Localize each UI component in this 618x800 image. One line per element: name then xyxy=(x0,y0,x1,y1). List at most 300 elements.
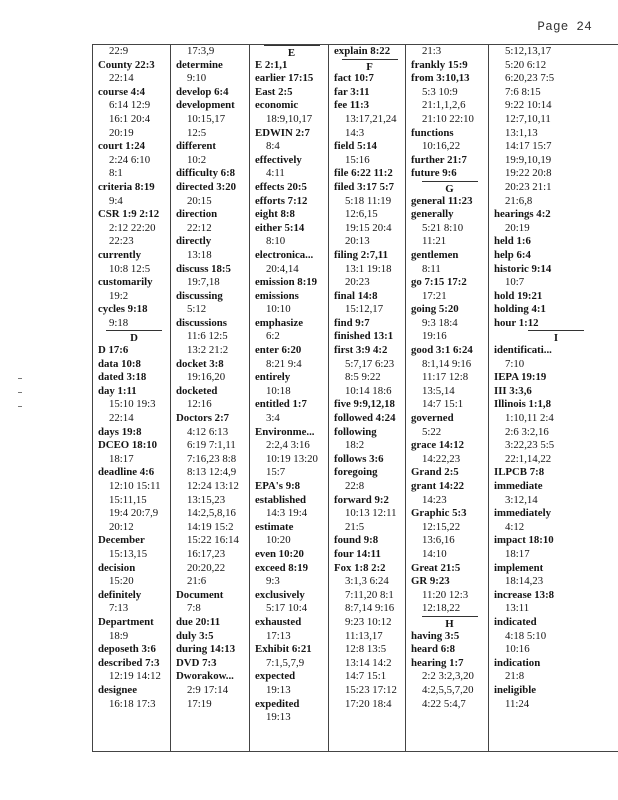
index-entry: exceed 8:19 xyxy=(255,561,309,574)
index-subentry: 17:20 18:4 xyxy=(345,697,392,710)
index-subentry: 19:13 xyxy=(266,711,291,724)
section-letter xyxy=(411,181,488,195)
index-entry: grace 14:12 xyxy=(411,439,465,452)
index-entry: course 4:4 xyxy=(98,85,146,98)
index-subentry: 10:19 13:20 xyxy=(266,452,318,465)
index-subentry: 9:18 xyxy=(109,316,129,329)
index-subentry: 21:1,1,2,6 xyxy=(422,99,466,112)
index-entry: efforts 7:12 xyxy=(255,194,308,207)
index-entry: gentlemen xyxy=(411,248,459,261)
index-subentry: 21:5 xyxy=(345,520,365,533)
index-subentry: 2:2,4 3:16 xyxy=(266,439,310,452)
index-column xyxy=(488,45,618,751)
index-entry: first 3:9 4:2 xyxy=(334,344,388,357)
index-subentry: 12:7,10,11 xyxy=(505,112,551,125)
index-subentry: 12:5 xyxy=(187,126,207,139)
word-index-table xyxy=(92,44,618,752)
index-subentry: 21:6 xyxy=(187,575,207,588)
index-subentry: 17:3,9 xyxy=(187,45,215,57)
index-entry: emission 8:19 xyxy=(255,276,318,289)
index-subentry: 7:8 xyxy=(187,602,201,615)
index-subentry: 8:4 xyxy=(266,140,280,153)
index-entry: electronica... xyxy=(255,248,314,261)
index-entry: either 5:14 xyxy=(255,221,305,234)
index-subentry: 7:6 8:15 xyxy=(505,85,541,98)
index-entry: DCEO 18:10 xyxy=(98,439,158,452)
index-subentry: 20:12 xyxy=(109,520,134,533)
index-entry: D 17:6 xyxy=(98,344,129,357)
index-subentry: 12:19 14:12 xyxy=(109,670,161,683)
index-subentry: 2:24 6:10 xyxy=(109,153,151,166)
index-entry: economic xyxy=(255,99,299,112)
index-entry: implement xyxy=(494,561,544,574)
index-subentry: 10:18 xyxy=(266,384,291,397)
index-entry: five 9:9,12,18 xyxy=(334,398,395,411)
index-subentry: 15:22 16:14 xyxy=(187,534,239,547)
index-subentry: 18:17 xyxy=(505,547,530,560)
index-entry: foregoing xyxy=(334,466,378,479)
index-entry: difficulty 6:8 xyxy=(176,167,236,180)
index-subentry: 5:17 10:4 xyxy=(266,602,308,615)
index-subentry: 17:21 xyxy=(422,289,447,302)
index-entry: development xyxy=(176,99,235,112)
index-subentry: 10:7 xyxy=(505,276,525,289)
index-subentry: 14:22,23 xyxy=(422,452,461,465)
index-subentry: 18:17 xyxy=(109,452,134,465)
section-letter-label: H xyxy=(422,616,478,630)
index-entry: fee 11:3 xyxy=(334,99,370,112)
index-subentry: 14:7 15:1 xyxy=(345,670,387,683)
index-subentry: 7:11,20 8:1 xyxy=(345,588,394,601)
index-subentry: 19:22 20:8 xyxy=(505,167,552,180)
index-subentry: 11:20 12:3 xyxy=(422,588,469,601)
index-subentry: 14:2,5,8,16 xyxy=(187,507,236,520)
index-subentry: 3:12,14 xyxy=(505,493,538,506)
index-entry: earlier 17:15 xyxy=(255,72,314,85)
index-subentry: 15:13,15 xyxy=(109,547,148,560)
index-entry: Illinois 1:1,8 xyxy=(494,398,551,411)
index-entry: East 2:5 xyxy=(255,85,293,98)
index-subentry: 4:2,5,5,7,20 xyxy=(422,683,474,696)
index-subentry: 15:16 xyxy=(345,153,370,166)
index-entry: days 19:8 xyxy=(98,425,142,438)
index-subentry: 10:15,17 xyxy=(187,112,226,125)
index-subentry: 20:20,22 xyxy=(187,561,226,574)
index-subentry: 19:13 xyxy=(266,683,291,696)
index-subentry: 7:1,5,7,9 xyxy=(266,656,305,669)
index-entry: decision xyxy=(98,561,136,574)
section-letter xyxy=(98,330,170,344)
index-entry: from 3:10,13 xyxy=(411,72,470,85)
index-entry: even 10:20 xyxy=(255,547,304,560)
index-column xyxy=(249,45,328,751)
margin-tick xyxy=(18,406,22,407)
index-entry: going 5:20 xyxy=(411,303,459,316)
index-subentry: 19:16 xyxy=(422,330,447,343)
index-subentry: 10:16,22 xyxy=(422,140,461,153)
index-subentry: 14:3 xyxy=(345,126,365,139)
section-letter xyxy=(411,616,488,630)
index-subentry: 13:14 14:2 xyxy=(345,656,392,669)
index-subentry: 17:13 xyxy=(266,629,291,642)
index-entry: deadline 4:6 xyxy=(98,466,155,479)
index-entry: ineligible xyxy=(494,683,536,696)
index-subentry: 8:11 xyxy=(422,262,441,275)
index-subentry: 5:20 6:12 xyxy=(505,58,547,71)
index-entry: having 3:5 xyxy=(411,629,460,642)
index-subentry: 20:23 xyxy=(345,276,370,289)
index-subentry: 13:5,14 xyxy=(422,384,455,397)
index-subentry: 6:14 12:9 xyxy=(109,99,151,112)
index-subentry: 10:8 12:5 xyxy=(109,262,151,275)
index-entry: Exhibit 6:21 xyxy=(255,643,312,656)
index-subentry: 8:13 12:4,9 xyxy=(187,466,237,479)
index-subentry: 4:11 xyxy=(266,167,285,180)
index-subentry: 16:18 17:3 xyxy=(109,697,156,710)
index-subentry: 13:1,13 xyxy=(505,126,538,139)
index-subentry: 20:13 xyxy=(345,235,370,248)
section-letter-label: E xyxy=(264,45,320,59)
section-letter-label: I xyxy=(528,330,584,344)
index-entry: designee xyxy=(98,683,137,696)
index-subentry: 12:16 xyxy=(187,398,212,411)
index-entry: go 7:15 17:2 xyxy=(411,276,467,289)
index-subentry: 15:10 19:3 xyxy=(109,398,156,411)
page-header: Page 24 xyxy=(537,20,592,34)
index-subentry: 7:10 xyxy=(505,357,525,370)
index-subentry: 2:12 22:20 xyxy=(109,221,156,234)
index-subentry: 14:19 15:2 xyxy=(187,520,234,533)
section-letter-label: D xyxy=(106,330,162,344)
index-entry: criteria 8:19 xyxy=(98,180,155,193)
index-subentry: 13:1 19:18 xyxy=(345,262,392,275)
index-subentry: 11:13,17 xyxy=(345,629,383,642)
index-subentry: 21:6,8 xyxy=(505,194,533,207)
index-subentry: 13:18 xyxy=(187,248,212,261)
index-subentry: 3:22,23 5:5 xyxy=(505,439,555,452)
index-subentry: 22:9 xyxy=(109,45,129,57)
index-subentry: 5:12,13,17 xyxy=(505,45,552,57)
index-entry: determine xyxy=(176,58,223,71)
index-entry: Great 21:5 xyxy=(411,561,461,574)
index-subentry: 22:14 xyxy=(109,72,134,85)
index-subentry: 12:10 15:11 xyxy=(109,480,161,492)
index-entry: immediate xyxy=(494,480,543,492)
index-entry: grant 14:22 xyxy=(411,480,465,492)
index-subentry: 10:16 xyxy=(505,643,530,656)
index-entry: impact 18:10 xyxy=(494,534,554,547)
index-subentry: 2:9 17:14 xyxy=(187,683,229,696)
index-subentry: 9:4 xyxy=(109,194,123,207)
index-subentry: 9:10 xyxy=(187,72,207,85)
index-subentry: 6:2 xyxy=(266,330,280,343)
index-entry: described 7:3 xyxy=(98,656,160,669)
index-subentry: 4:12 6:13 xyxy=(187,425,229,438)
index-entry: find 9:7 xyxy=(334,316,370,329)
index-entry: enter 6:20 xyxy=(255,344,302,357)
index-entry: due 20:11 xyxy=(176,615,221,628)
index-entry: eight 8:8 xyxy=(255,208,295,221)
index-subentry: 11:6 12:5 xyxy=(187,330,228,343)
index-entry: GR 9:23 xyxy=(411,575,450,588)
index-subentry: 12:6,15 xyxy=(345,208,378,221)
index-subentry: 5:21 8:10 xyxy=(422,221,464,234)
index-subentry: 14:17 15:7 xyxy=(505,140,552,153)
index-subentry: 11:24 xyxy=(505,697,530,710)
index-subentry: 14:23 xyxy=(422,493,447,506)
index-entry: ILPCB 7:8 xyxy=(494,466,545,479)
index-entry: established xyxy=(255,493,306,506)
index-entry: far 3:11 xyxy=(334,85,370,98)
index-subentry: 2:6 3:2,16 xyxy=(505,425,549,438)
index-entry: emphasize xyxy=(255,316,303,329)
index-subentry: 8:1,14 9:16 xyxy=(422,357,472,370)
index-subentry: 13:11 xyxy=(505,602,530,615)
index-subentry: 12:18,22 xyxy=(422,602,461,615)
index-entry: expected xyxy=(255,670,296,683)
index-entry: entitled 1:7 xyxy=(255,398,307,411)
index-entry: data 10:8 xyxy=(98,357,141,370)
index-entry: different xyxy=(176,140,216,153)
index-subentry: 9:3 xyxy=(266,575,280,588)
index-entry: hearings 4:2 xyxy=(494,208,551,221)
index-subentry: 14:7 15:1 xyxy=(422,398,464,411)
index-entry: estimate xyxy=(255,520,294,533)
index-entry: emissions xyxy=(255,289,299,302)
index-subentry: 10:2 xyxy=(187,153,207,166)
index-column xyxy=(405,45,488,751)
index-subentry: 17:19 xyxy=(187,697,212,710)
index-subentry: 19:16,20 xyxy=(187,371,226,384)
index-entry: court 1:24 xyxy=(98,140,146,153)
index-entry: Graphic 5:3 xyxy=(411,507,467,520)
index-subentry: 22:1,14,22 xyxy=(505,452,552,465)
index-entry: identificati... xyxy=(494,344,552,357)
index-entry: holding 4:1 xyxy=(494,303,546,316)
index-subentry: 13:15,23 xyxy=(187,493,226,506)
index-subentry: 22:14 xyxy=(109,412,134,425)
index-subentry: 5:7,17 6:23 xyxy=(345,357,395,370)
index-entry: customarily xyxy=(98,276,153,289)
index-subentry: 3:1,3 6:24 xyxy=(345,575,389,588)
index-subentry: 15:12,17 xyxy=(345,303,384,316)
section-letter xyxy=(255,45,328,59)
index-entry: hold 19:21 xyxy=(494,289,543,302)
index-subentry: 5:3 10:9 xyxy=(422,85,458,98)
index-subentry: 15:7 xyxy=(266,466,286,479)
index-subentry: 18:14,23 xyxy=(505,575,544,588)
index-subentry: 10:14 18:6 xyxy=(345,384,392,397)
index-entry: docketed xyxy=(176,384,218,397)
index-subentry: 22:8 xyxy=(345,480,365,492)
index-entry: cycles 9:18 xyxy=(98,303,148,316)
index-subentry: 13:2 21:2 xyxy=(187,344,229,357)
index-subentry: 21:3 xyxy=(422,45,442,57)
index-entry: hearing 1:7 xyxy=(411,656,464,669)
index-entry: following xyxy=(334,425,377,438)
index-entry: docket 3:8 xyxy=(176,357,224,370)
index-entry: followed 4:24 xyxy=(334,412,396,425)
index-entry: four 14:11 xyxy=(334,547,381,560)
index-entry: good 3:1 6:24 xyxy=(411,344,473,357)
index-subentry: 6:19 7:1,11 xyxy=(187,439,236,452)
index-subentry: 13:6,16 xyxy=(422,534,455,547)
index-entry: immediately xyxy=(494,507,551,520)
index-entry: held 1:6 xyxy=(494,235,531,248)
index-subentry: 14:3 19:4 xyxy=(266,507,308,520)
index-subentry: 9:23 10:12 xyxy=(345,615,392,628)
index-subentry: 6:20,23 7:5 xyxy=(505,72,555,85)
index-entry: definitely xyxy=(98,588,142,601)
index-entry: entirely xyxy=(255,371,291,384)
index-entry: governed xyxy=(411,412,454,425)
index-subentry: 19:2 xyxy=(109,289,129,302)
index-subentry: 14:10 xyxy=(422,547,447,560)
index-entry: indication xyxy=(494,656,541,669)
index-subentry: 5:22 xyxy=(422,425,442,438)
index-subentry: 12:15,22 xyxy=(422,520,461,533)
index-entry: forward 9:2 xyxy=(334,493,389,506)
index-entry: discussing xyxy=(176,289,223,302)
index-subentry: 3:4 xyxy=(266,412,280,425)
index-subentry: 13:17,21,24 xyxy=(345,112,397,125)
index-entry: day 1:11 xyxy=(98,384,137,397)
index-subentry: 15:11,15 xyxy=(109,493,147,506)
index-subentry: 15:20 xyxy=(109,575,134,588)
index-subentry: 10:10 xyxy=(266,303,291,316)
index-subentry: 19:15 20:4 xyxy=(345,221,392,234)
index-entry: found 9:8 xyxy=(334,534,379,547)
index-entry: explain 8:22 xyxy=(334,45,391,57)
index-subentry: 8:10 xyxy=(266,235,286,248)
index-entry: during 14:13 xyxy=(176,643,236,656)
margin-tick xyxy=(18,378,22,379)
index-entry: final 14:8 xyxy=(334,289,378,302)
index-entry: hour 1:12 xyxy=(494,316,539,329)
index-subentry: 19:4 20:7,9 xyxy=(109,507,159,520)
index-entry: indicated xyxy=(494,615,537,628)
index-subentry: 11:17 12:8 xyxy=(422,371,469,384)
index-entry: Document xyxy=(176,588,224,601)
index-entry: dated 3:18 xyxy=(98,371,147,384)
index-subentry: 9:3 18:4 xyxy=(422,316,458,329)
section-letter xyxy=(334,59,405,73)
index-subentry: 11:21 xyxy=(422,235,447,248)
index-entry: increase 13:8 xyxy=(494,588,555,601)
index-subentry: 21:8 xyxy=(505,670,525,683)
index-entry: DVD 7:3 xyxy=(176,656,217,669)
index-entry: III 3:3,6 xyxy=(494,384,532,397)
index-subentry: 22:12 xyxy=(187,221,212,234)
index-subentry: 8:21 9:4 xyxy=(266,357,302,370)
index-entry: December xyxy=(98,534,145,547)
index-entry: file 6:22 11:2 xyxy=(334,167,393,180)
index-subentry: 5:18 11:19 xyxy=(345,194,392,207)
index-entry: direction xyxy=(176,208,218,221)
index-entry: expedited xyxy=(255,697,300,710)
index-entry: exhausted xyxy=(255,615,302,628)
index-subentry: 20:23 21:1 xyxy=(505,180,552,193)
index-entry: follows 3:6 xyxy=(334,452,384,465)
index-subentry: 16:17,23 xyxy=(187,547,226,560)
index-entry: develop 6:4 xyxy=(176,85,229,98)
index-entry: historic 9:14 xyxy=(494,262,552,275)
index-entry: frankly 15:9 xyxy=(411,58,468,71)
index-subentry: 4:22 5:4,7 xyxy=(422,697,466,710)
index-subentry: 7:16,23 8:8 xyxy=(187,452,237,465)
index-entry: directly xyxy=(176,235,212,248)
index-entry: EDWIN 2:7 xyxy=(255,126,310,139)
index-entry: currently xyxy=(98,248,141,261)
index-entry: directed 3:20 xyxy=(176,180,237,193)
index-subentry: 4:12 xyxy=(505,520,525,533)
index-subentry: 18:9,10,17 xyxy=(266,112,313,125)
index-entry: IEPA 19:19 xyxy=(494,371,547,384)
index-entry: effects 20:5 xyxy=(255,180,307,193)
index-entry: County 22:3 xyxy=(98,58,155,71)
index-subentry: 12:24 13:12 xyxy=(187,480,239,492)
index-subentry: 16:1 20:4 xyxy=(109,112,151,125)
index-subentry: 10:20 xyxy=(266,534,291,547)
index-subentry: 20:15 xyxy=(187,194,212,207)
index-subentry: 12:8 13:5 xyxy=(345,643,387,656)
index-subentry: 4:18 5:10 xyxy=(505,629,547,642)
index-entry: duly 3:5 xyxy=(176,629,214,642)
index-entry: E 2:1,1 xyxy=(255,58,288,71)
margin-tick xyxy=(18,392,22,393)
index-subentry: 20:19 xyxy=(109,126,134,139)
index-entry: EPA's 9:8 xyxy=(255,480,301,492)
index-entry: help 6:4 xyxy=(494,248,531,261)
index-subentry: 10:13 12:11 xyxy=(345,507,397,520)
index-subentry: 20:19 xyxy=(505,221,530,234)
index-subentry: 18:9 xyxy=(109,629,129,642)
section-letter xyxy=(494,330,618,344)
index-entry: Dworakow... xyxy=(176,670,234,683)
index-entry: general 11:23 xyxy=(411,194,473,207)
index-subentry: 18:2 xyxy=(345,439,365,452)
section-letter-label: F xyxy=(342,59,398,73)
index-entry: Department xyxy=(98,615,154,628)
index-subentry: 8:7,14 9:16 xyxy=(345,602,395,615)
index-subentry: 19:7,18 xyxy=(187,276,220,289)
index-entry: CSR 1:9 2:12 xyxy=(98,208,160,221)
index-subentry: 21:10 22:10 xyxy=(422,112,474,125)
index-subentry: 20:4,14 xyxy=(266,262,299,275)
index-entry: field 5:14 xyxy=(334,140,377,153)
index-entry: filed 3:17 5:7 xyxy=(334,180,394,193)
index-entry: heard 6:8 xyxy=(411,643,456,656)
index-subentry: 7:13 xyxy=(109,602,129,615)
index-entry: deposeth 3:6 xyxy=(98,643,156,656)
index-entry: fact 10:7 xyxy=(334,72,374,85)
index-entry: future 9:6 xyxy=(411,167,457,180)
index-entry: filing 2:7,11 xyxy=(334,248,388,261)
index-entry: Fox 1:8 2:2 xyxy=(334,561,386,574)
index-entry: Doctors 2:7 xyxy=(176,412,230,425)
index-subentry: 5:12 xyxy=(187,303,207,316)
index-subentry: 2:2 3:2,3,20 xyxy=(422,670,474,683)
index-column xyxy=(170,45,249,751)
index-entry: functions xyxy=(411,126,454,139)
index-entry: generally xyxy=(411,208,454,221)
index-entry: effectively xyxy=(255,153,302,166)
index-entry: discuss 18:5 xyxy=(176,262,231,275)
index-column xyxy=(328,45,405,751)
index-entry: further 21:7 xyxy=(411,153,467,166)
index-entry: exclusively xyxy=(255,588,305,601)
index-subentry: 19:9,10,19 xyxy=(505,153,552,166)
